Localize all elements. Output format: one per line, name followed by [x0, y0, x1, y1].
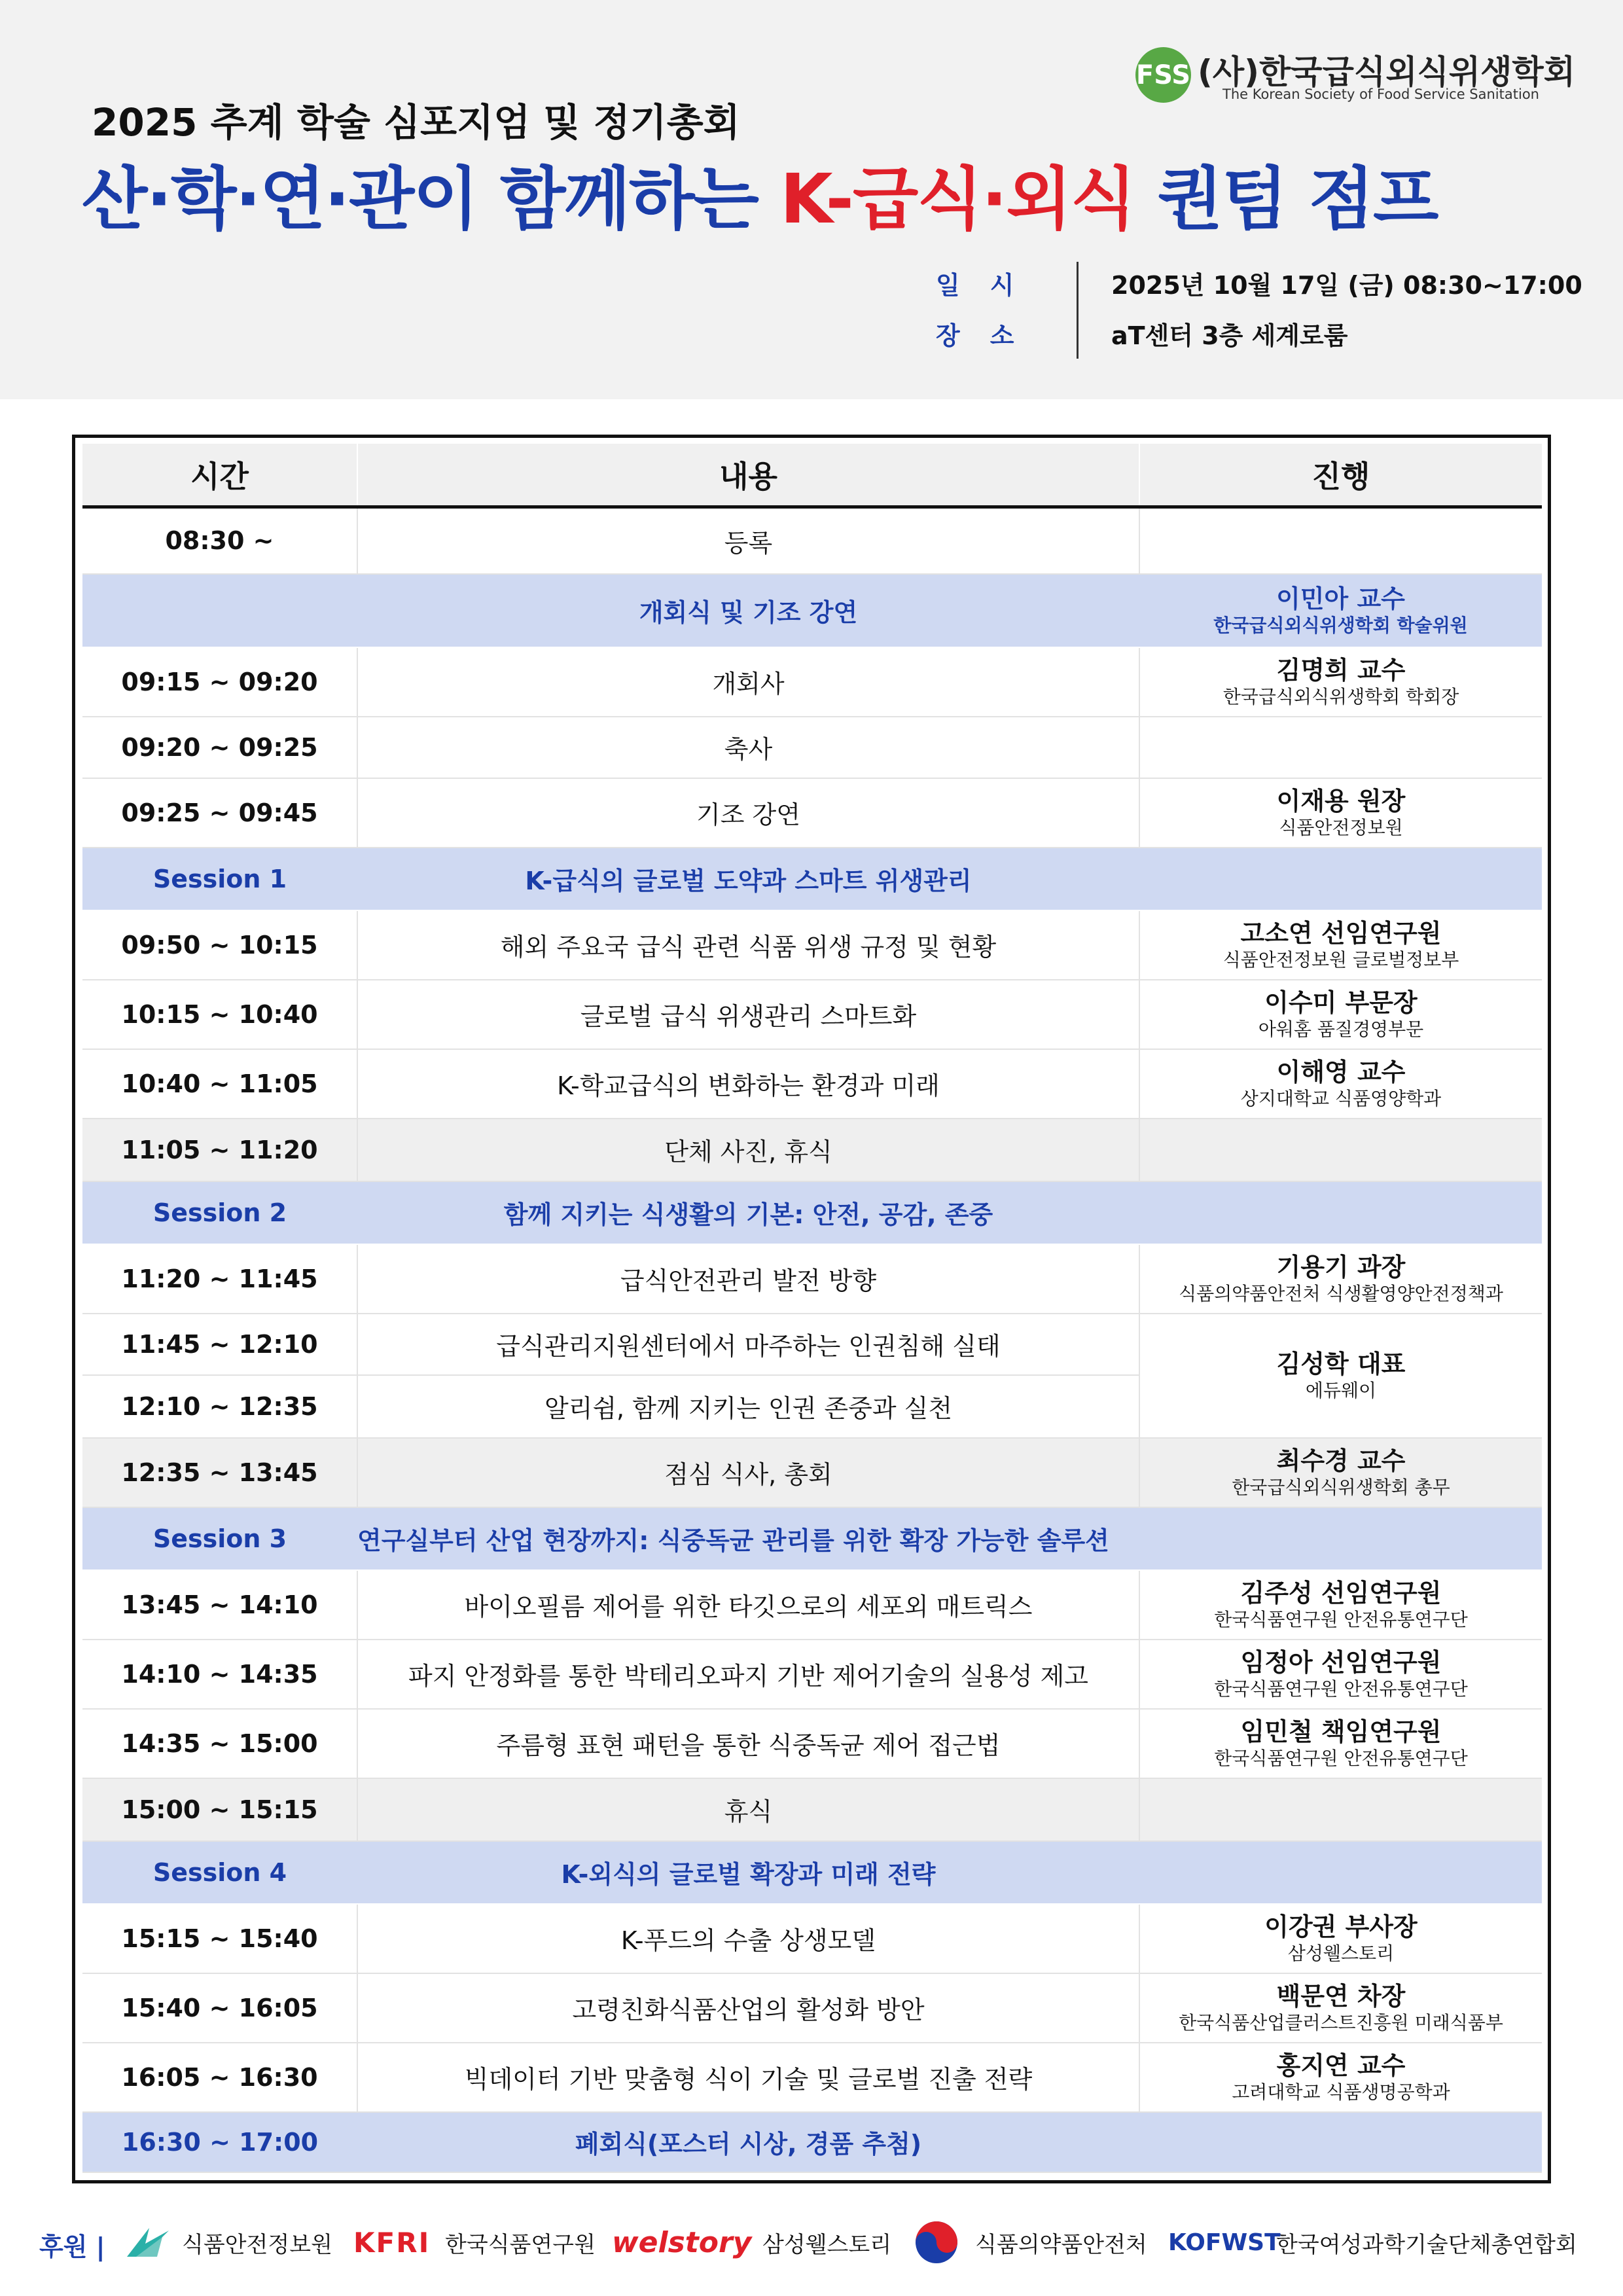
- row-host: [1139, 1570, 1542, 1640]
- host-name: 김명희 교수: [1276, 655, 1406, 685]
- sponsor-name: 삼성웰스토리: [762, 2232, 892, 2258]
- host-name: 홍지연 교수: [1276, 2051, 1406, 2080]
- table-row: [82, 1244, 1542, 1314]
- closing-host: [1139, 2112, 1542, 2172]
- row-time: 11:05 ~ 11:20: [82, 1119, 357, 1181]
- host-name: 이민아 교수: [1276, 584, 1405, 613]
- host-affiliation: 식품안전정보원: [1279, 816, 1403, 838]
- row-time: 11:20 ~ 11:45: [82, 1244, 357, 1314]
- table-row: [82, 1904, 1542, 1973]
- session-host: [1139, 848, 1542, 910]
- poster-header: [0, 0, 1623, 399]
- row-host: [1139, 2043, 1542, 2112]
- sponsor-label: 후원 |: [39, 2233, 105, 2261]
- info-divider: [1077, 262, 1079, 359]
- table-header-row: [82, 444, 1542, 507]
- row-time: 11:45 ~ 12:10: [82, 1314, 357, 1375]
- table-row: [82, 507, 1542, 574]
- row-content: K-학교급식의 변화하는 환경과 미래: [357, 1049, 1139, 1119]
- row-time: 08:30 ~: [82, 507, 357, 574]
- row-content: 기조 강연: [357, 778, 1139, 848]
- row-host: [1139, 1119, 1542, 1181]
- host-affiliation: 식품의약품안전처 식생활영양안전정책과: [1179, 1282, 1503, 1304]
- host-affiliation: 한국식품산업클러스트진흥원 미래식품부: [1179, 2011, 1503, 2034]
- session-host: [1139, 1507, 1542, 1570]
- sponsor-name: 식품안전정보원: [182, 2232, 332, 2258]
- org-name: (사)한국급식외식위생학회: [1198, 53, 1576, 91]
- session-title: 연구실부터 산업 현장까지: 식중독균 관리를 위한 확장 가능한 솔루션: [357, 1507, 1139, 1570]
- host-name: 이수미 부문장: [1264, 988, 1418, 1017]
- row-time: 15:15 ~ 15:40: [82, 1904, 357, 1973]
- session-1-row: [82, 848, 1542, 910]
- break-row: [82, 1778, 1542, 1841]
- host-affiliation: 삼성웰스토리: [1287, 1942, 1395, 1964]
- row-host: [1139, 1244, 1542, 1314]
- session-label: Session 3: [82, 1507, 357, 1570]
- row-content: 빅데이터 기반 맞춤형 식이 기술 및 글로벌 진출 전략: [357, 2043, 1139, 2112]
- opening-section-row: [82, 574, 1542, 647]
- row-content: 해외 주요국 급식 관련 식품 위생 규정 및 현황: [357, 910, 1139, 980]
- row-time: 16:05 ~ 16:30: [82, 2043, 357, 2112]
- opening-time: [82, 574, 357, 647]
- row-content: 주름형 표현 패턴을 통한 식중독균 제어 접근법: [357, 1709, 1139, 1778]
- table-row: [82, 1570, 1542, 1640]
- row-time: 12:35 ~ 13:45: [82, 1438, 357, 1507]
- host-affiliation: 에듀웨이: [1305, 1379, 1377, 1401]
- row-content: 단체 사진, 휴식: [357, 1119, 1139, 1181]
- event-subtitle: 2025 추계 학술 심포지엄 및 정기총회: [92, 100, 740, 145]
- row-host: [1139, 1973, 1542, 2043]
- row-content: 등록: [357, 507, 1139, 574]
- title-part-3: 퀀텀 점프: [1135, 159, 1438, 239]
- host-affiliation: 한국식품연구원 안전유통연구단: [1214, 1747, 1468, 1769]
- row-content: 급식안전관리 발전 방향: [357, 1244, 1139, 1314]
- break-row: [82, 1119, 1542, 1181]
- row-content: 알리쉼, 함께 지키는 인권 존중과 실천: [357, 1375, 1139, 1438]
- host-affiliation: 아워홈 품질경영부문: [1258, 1018, 1424, 1040]
- session-title: K-급식의 글로벌 도약과 스마트 위생관리: [357, 848, 1139, 910]
- session-host: [1139, 1181, 1542, 1244]
- row-content: 파지 안정화를 통한 박테리오파지 기반 제어기술의 실용성 제고: [357, 1640, 1139, 1709]
- row-time: 09:15 ~ 09:20: [82, 647, 357, 717]
- fss-logo-icon: FSS: [1135, 47, 1191, 103]
- row-content: K-푸드의 수출 상생모델: [357, 1904, 1139, 1973]
- table-row: [82, 1640, 1542, 1709]
- row-time: 13:45 ~ 14:10: [82, 1570, 357, 1640]
- host-name: 최수경 교수: [1276, 1446, 1406, 1475]
- row-content: 글로벌 급식 위생관리 스마트화: [357, 980, 1139, 1049]
- host-affiliation: 고려대학교 식품생명공학과: [1232, 2081, 1450, 2103]
- session-4-row: [82, 1841, 1542, 1904]
- row-host: [1139, 778, 1542, 848]
- row-host: [1139, 717, 1542, 778]
- host-name: 기용기 과장: [1276, 1252, 1406, 1282]
- welstory-logo-icon: welstory: [612, 2225, 752, 2259]
- table-row: [82, 1709, 1542, 1778]
- row-content: 급식관리지원센터에서 마주하는 인권침해 실태: [357, 1314, 1139, 1375]
- lunch-row: [82, 1438, 1542, 1507]
- session-label: Session 1: [82, 848, 357, 910]
- event-title: [82, 144, 1438, 242]
- title-highlight: K-급식·외식: [780, 159, 1135, 239]
- row-time: 12:10 ~ 12:35: [82, 1375, 357, 1438]
- row-time: 14:35 ~ 15:00: [82, 1709, 357, 1778]
- row-content: 점심 식사, 총회: [357, 1438, 1139, 1507]
- row-host: [1139, 1778, 1542, 1841]
- host-name: 고소연 선임연구원: [1240, 918, 1442, 948]
- row-time: 09:20 ~ 09:25: [82, 717, 357, 778]
- host-name: 이강권 부사장: [1264, 1912, 1418, 1941]
- session-label: Session 4: [82, 1841, 357, 1904]
- table-row: [82, 1973, 1542, 2043]
- row-host: [1139, 1314, 1542, 1438]
- opening-title: 개회식 및 기조 강연: [357, 574, 1139, 647]
- row-time: 09:50 ~ 10:15: [82, 910, 357, 980]
- header-time: 시간: [82, 444, 357, 507]
- table-row: [82, 647, 1542, 717]
- host-name: 이해영 교수: [1276, 1057, 1406, 1086]
- host-name: 백문연 차장: [1276, 1981, 1406, 2011]
- row-content: 축사: [357, 717, 1139, 778]
- row-time: 15:00 ~ 15:15: [82, 1778, 357, 1841]
- closing-time: 16:30 ~ 17:00: [82, 2112, 357, 2172]
- row-time: 14:10 ~ 14:35: [82, 1640, 357, 1709]
- host-name: 김주성 선임연구원: [1240, 1578, 1442, 1607]
- session-3-row: [82, 1507, 1542, 1570]
- row-host: [1139, 1904, 1542, 1973]
- kofwst-logo-icon: KOFWST: [1168, 2229, 1281, 2256]
- table-row: [82, 1314, 1542, 1375]
- row-host: [1139, 507, 1542, 574]
- table-row: [82, 778, 1542, 848]
- host-affiliation: 식품안전정보원 글로벌정보부: [1222, 948, 1459, 971]
- sponsor-name: 한국여성과학기술단체총연합회: [1276, 2232, 1577, 2258]
- host-name: 임민철 책임연구원: [1240, 1717, 1442, 1746]
- row-host: [1139, 910, 1542, 980]
- date-value: 2025년 10월 17일 (금) 08:30~17:00: [1111, 271, 1582, 300]
- row-content: 개회사: [357, 647, 1139, 717]
- session-2-row: [82, 1181, 1542, 1244]
- row-host: [1139, 980, 1542, 1049]
- opening-host: [1139, 574, 1542, 647]
- host-name: 김성학 대표: [1276, 1349, 1406, 1378]
- kfri-logo-icon: KFRI: [353, 2226, 431, 2259]
- row-content: 휴식: [357, 1778, 1139, 1841]
- row-time: 15:40 ~ 16:05: [82, 1973, 357, 2043]
- header-host: 진행: [1139, 444, 1542, 507]
- row-host: [1139, 1709, 1542, 1778]
- session-title: 함께 지키는 식생활의 기본: 안전, 공감, 존중: [357, 1181, 1139, 1244]
- schedule-table: [82, 444, 1542, 2173]
- session-label: Session 2: [82, 1181, 357, 1244]
- title-part-1: 산·학·연·관이 함께하는: [82, 159, 781, 239]
- table-row: [82, 1049, 1542, 1119]
- host-affiliation: 한국식품연구원 안전유통연구단: [1214, 1608, 1468, 1630]
- row-content: 바이오필름 제어를 위한 타깃으로의 세포외 매트릭스: [357, 1570, 1139, 1640]
- table-row: [82, 717, 1542, 778]
- place-label: 장소: [936, 321, 1044, 350]
- table-row: [82, 2043, 1542, 2112]
- date-label: 일시: [936, 271, 1044, 300]
- host-affiliation: 한국급식외식위생학회 학회장: [1222, 685, 1459, 708]
- session-host: [1139, 1841, 1542, 1904]
- session-title: K-외식의 글로벌 확장과 미래 전략: [357, 1841, 1139, 1904]
- sponsor-name: 식품의약품안전처: [975, 2232, 1147, 2258]
- host-name: 임정아 선임연구원: [1240, 1647, 1442, 1677]
- table-row: [82, 980, 1542, 1049]
- row-content: 고령친화식품산업의 활성화 방안: [357, 1973, 1139, 2043]
- row-time: 10:40 ~ 11:05: [82, 1049, 357, 1119]
- host-affiliation: 한국급식외식위생학회 학술위원: [1213, 614, 1468, 636]
- row-host: [1139, 1438, 1542, 1507]
- org-name-en: The Korean Society of Food Service Sanitation: [1222, 86, 1539, 102]
- food-safety-info-logo-icon: [123, 2224, 175, 2261]
- korea-government-logo-icon: [913, 2224, 960, 2261]
- host-affiliation: 한국식품연구원 안전유통연구단: [1214, 1677, 1468, 1700]
- row-host: [1139, 1640, 1542, 1709]
- row-host: [1139, 647, 1542, 717]
- place-value: aT센터 3층 세계로룸: [1111, 321, 1348, 350]
- host-name: 이재용 원장: [1276, 786, 1406, 816]
- host-affiliation: 상지대학교 식품영양학과: [1240, 1087, 1442, 1109]
- row-time: 09:25 ~ 09:45: [82, 778, 357, 848]
- header-content: 내용: [357, 444, 1139, 507]
- host-affiliation: 한국급식외식위생학회 총무: [1232, 1476, 1450, 1498]
- table-row: [82, 910, 1542, 980]
- row-time: 10:15 ~ 10:40: [82, 980, 357, 1049]
- closing-row: [82, 2112, 1542, 2172]
- sponsor-name: 한국식품연구원: [445, 2232, 596, 2258]
- closing-content: 폐회식(포스터 시상, 경품 추첨): [357, 2112, 1139, 2172]
- row-host: [1139, 1049, 1542, 1119]
